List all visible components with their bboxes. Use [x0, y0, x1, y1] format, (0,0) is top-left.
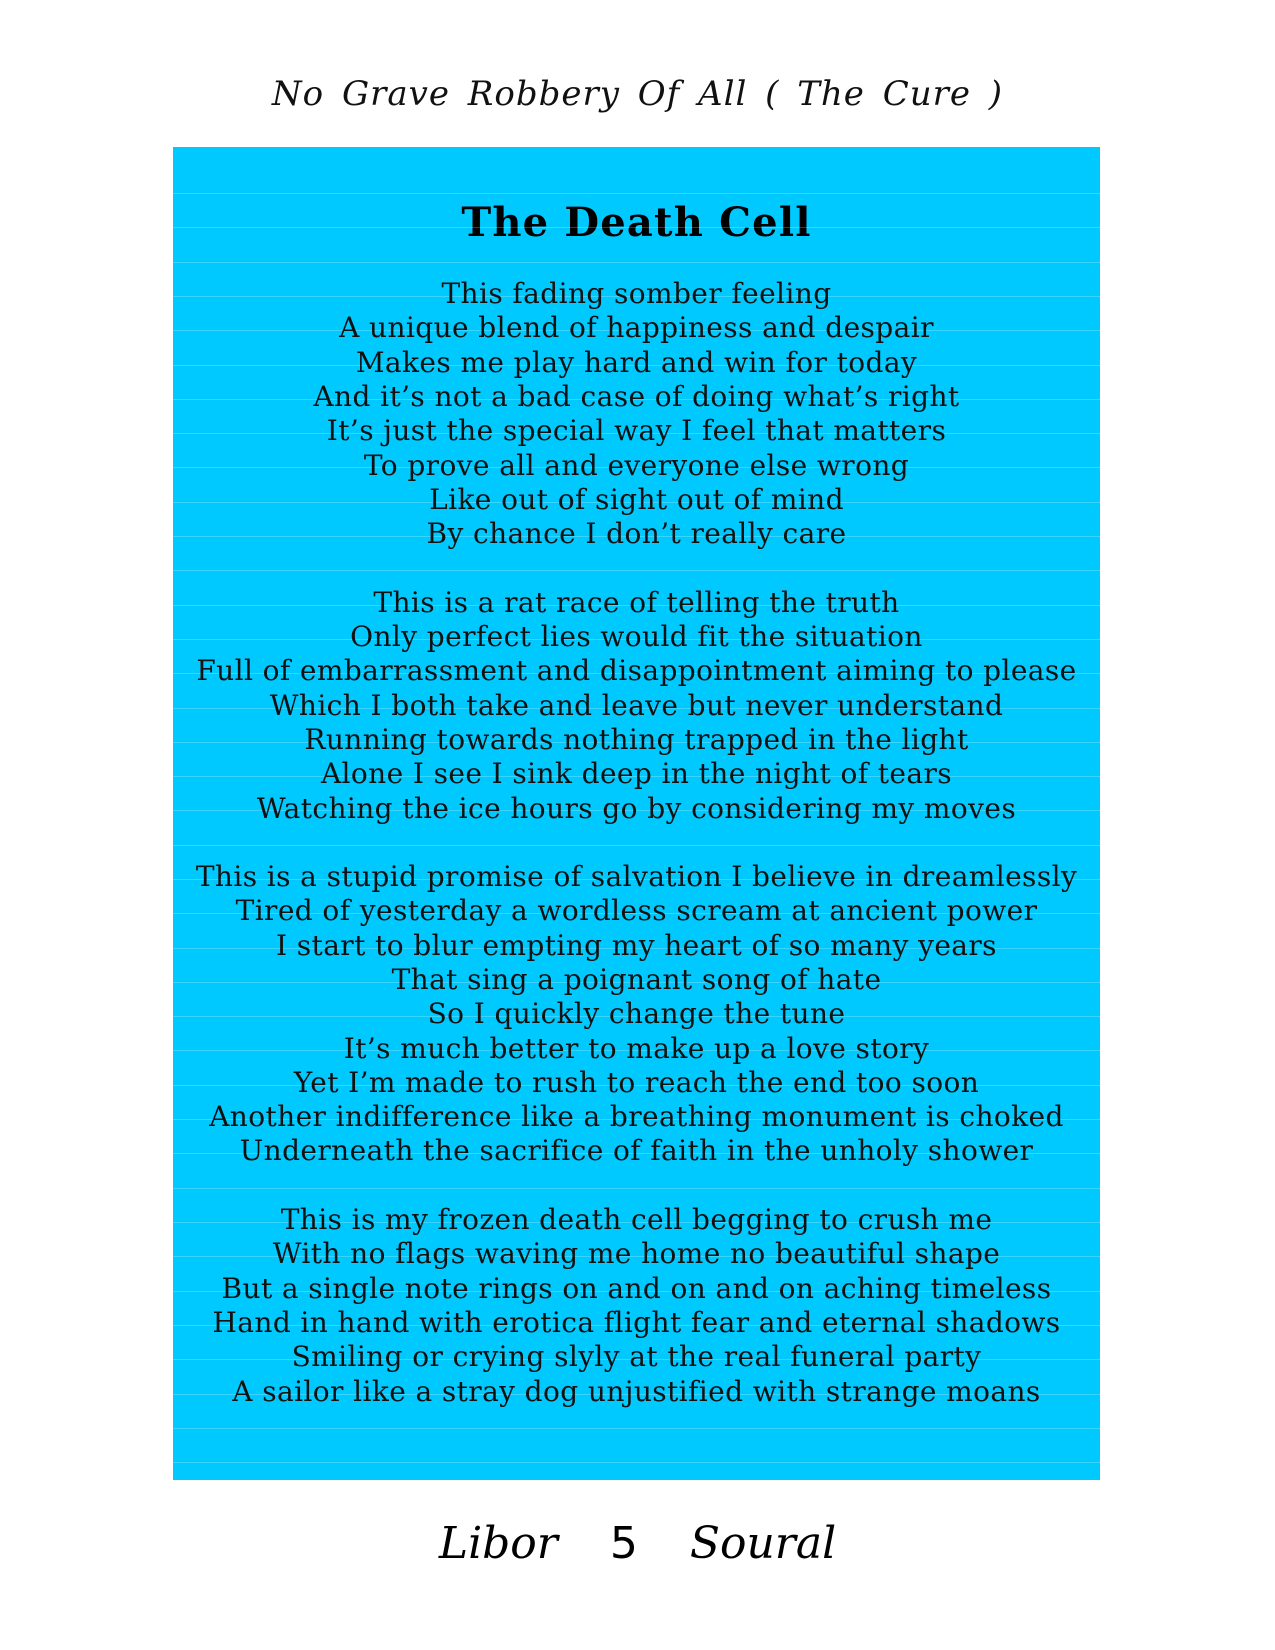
author-first-name: Libor	[438, 1518, 558, 1569]
author-last-name: Soural	[689, 1518, 837, 1569]
poem-line: Hand in hand with erotica flight fear and eternal shadows	[212, 1306, 1061, 1339]
poem-line: Makes me play hard and win for today	[355, 346, 918, 379]
poem-line: Underneath the sacrifice of faith in the unholy shower	[239, 1134, 1034, 1167]
book-title-header: No Grave Robbery Of All ( The Cure )	[271, 74, 1004, 114]
ruled-line	[173, 1462, 1100, 1463]
ruled-line	[173, 227, 1100, 228]
poem-line: It’s much better to make up a love story	[343, 1032, 930, 1065]
poem-line: Watching the ice hours go by considering my moves	[256, 792, 1017, 825]
poem-line: This is a stupid promise of salvation I believe in dreamlessly	[195, 860, 1078, 893]
poem-line: This fading somber feeling	[441, 277, 832, 310]
poem-line: A unique blend of happiness and despair	[339, 311, 934, 344]
poem-line: Tired of yesterday a wordless scream at ancient power	[235, 894, 1038, 927]
poem-line: Another indifference like a breathing monument is choked	[209, 1100, 1064, 1133]
poem-line: With no flags waving me home no beautiful shape	[272, 1237, 1001, 1270]
poem-line: Which I both take and leave but never understand	[269, 689, 1004, 722]
poem-line: This is my frozen death cell begging to crush me	[280, 1203, 993, 1236]
poem-line: So I quickly change the tune	[427, 997, 846, 1030]
poem-line: Only perfect lies would fit the situation	[350, 620, 923, 653]
poem-line: This is a rat race of telling the truth	[373, 586, 900, 619]
ruled-line	[173, 845, 1100, 846]
poem-line: But a single note rings on and on and on aching timeless	[221, 1272, 1052, 1305]
poem-line: By chance I don’t really care	[426, 517, 847, 550]
poem-line: Full of embarrassment and disappointment aiming to please	[196, 654, 1077, 687]
poem-line: Like out of sight out of mind	[429, 483, 844, 516]
poem-title: The Death Cell	[461, 199, 812, 246]
poem-line: It’s just the special way I feel that matters	[326, 414, 947, 447]
ruled-line	[173, 193, 1100, 194]
poem-line: A sailor like a stray dog unjustified with strange moans	[232, 1375, 1041, 1408]
poem-line: To prove all and everyone else wrong	[363, 449, 910, 482]
poem-line: Running towards nothing trapped in the light	[304, 723, 969, 756]
ruled-line	[173, 1188, 1100, 1189]
ruled-line	[173, 1428, 1100, 1429]
poem-line: Alone I see I sink deep in the night of tears	[320, 757, 953, 790]
page-footer	[0, 1518, 1275, 1569]
page-number: 5	[609, 1518, 638, 1569]
poem-line: I start to blur empting my heart of so many years	[276, 929, 997, 962]
poem-line: Smiling or crying slyly at the real funeral party	[291, 1340, 982, 1373]
ruled-line	[173, 262, 1100, 263]
poem-panel	[173, 147, 1100, 1480]
poem-line: That sing a poignant song of hate	[391, 963, 882, 996]
poem-line: And it’s not a bad case of doing what’s right	[313, 380, 960, 413]
poem-line: Yet I’m made to rush to reach the end too soon	[293, 1066, 980, 1099]
ruled-line	[173, 570, 1100, 571]
